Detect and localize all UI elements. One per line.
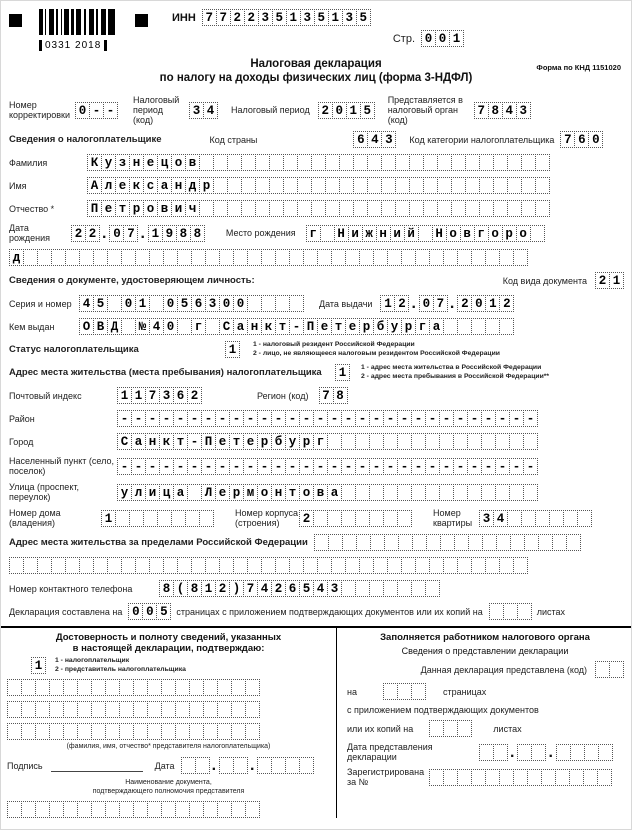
phone-label: Номер контактного телефона <box>9 583 133 594</box>
tax-period-label: Налоговый период <box>231 105 310 115</box>
foreign-address-cells-1[interactable] <box>314 534 580 551</box>
form-title-block <box>1 57 631 85</box>
doc-type-code-cells[interactable]: 2 1 <box>595 272 623 289</box>
city-cells[interactable]: С а н к т - П е т е р б у р г <box>117 433 537 450</box>
postal-index-label: Почтовый индекс <box>9 390 82 401</box>
doc-issue-date-cells[interactable]: 1 2 . 0 7 . 2 0 1 2 <box>380 295 513 312</box>
address-selector-cells[interactable]: 1 <box>335 364 349 381</box>
representative-name-cells-2[interactable] <box>7 701 259 718</box>
confirmation-note-2: 2 - представитель налогоплательщика <box>55 665 186 673</box>
official-pages-suffix: страницах <box>442 686 487 697</box>
authority-doc-caption-line2: подтверждающего полномочия представителя <box>92 788 245 795</box>
inn-cells[interactable]: 7 7 2 2 3 5 1 3 5 1 3 5 <box>202 9 370 26</box>
doc-series-label: Серия и номер <box>9 298 72 309</box>
doc-issued-by-row <box>1 318 631 335</box>
apartment-number-label: Номер квартиры <box>433 508 473 528</box>
representative-name-caption: (фамилия, имя, отчество* представителя налогоплательщика) <box>66 743 271 750</box>
foreign-address-row <box>1 534 631 551</box>
district-row <box>1 410 631 427</box>
street-row <box>1 482 631 502</box>
doc-issued-by-label: Кем выдан <box>9 321 55 332</box>
form-title-line2: по налогу на доходы физических лиц (форма 3-НДФЛ) <box>159 72 473 84</box>
submission-date-label-line2: декларации <box>347 752 397 762</box>
top-bar <box>1 1 631 53</box>
settlement-cells[interactable]: - - - - - - - - - - - - - - - - - - - - - - - - - - - - - - <box>117 458 537 475</box>
official-attachments-text: с приложением подтверждающих документов <box>347 705 539 715</box>
doc-series-row <box>1 295 631 312</box>
address-selector-label: Адрес места жительства (места пребывания) налогоплательщика <box>9 367 322 378</box>
authority-doc-cells[interactable] <box>7 801 259 818</box>
inn-block <box>172 9 623 47</box>
confirmation-title-line1: Достоверность и полноту сведений, указанных <box>55 632 282 643</box>
patronymic-field <box>1 200 631 217</box>
page-number-label: Стр. <box>392 32 415 45</box>
pages-label-2: страницах с приложением подтверждающих документов или их копий на <box>176 606 483 617</box>
signature-label: Подпись <box>7 760 43 771</box>
settlement-row <box>1 456 631 476</box>
pages-label-1: Декларация составлена на <box>9 606 123 617</box>
official-subtitle: Сведения о представлении декларации <box>401 646 569 656</box>
city-row <box>1 433 631 450</box>
knd-form-code: Форма по КНД 1151020 <box>536 63 621 72</box>
page-number-cells[interactable]: 0 0 1 <box>421 30 463 47</box>
declaration-submitted-cells[interactable] <box>595 661 623 678</box>
signature-date-label: Дата <box>154 760 175 771</box>
region-code-label: Регион (код) <box>257 390 309 401</box>
country-code-cells[interactable]: 6 4 3 <box>353 131 395 148</box>
registration-number-cells[interactable] <box>429 769 611 786</box>
country-code-label: Код страны <box>209 134 258 145</box>
foreign-address-continuation-row <box>1 557 631 574</box>
confirmation-code-cells[interactable]: 1 <box>31 657 45 674</box>
barcode-bars-image <box>39 9 115 35</box>
submission-date-cells[interactable]: . . <box>479 744 612 761</box>
tax-authority-cells[interactable]: 7 8 4 3 <box>474 102 530 119</box>
registered-label-line1: Зарегистрирована <box>347 767 425 777</box>
taxpayer-category-label: Код категории налогоплательщика <box>409 134 555 145</box>
submission-date-label-line1: Дата представления <box>347 742 433 752</box>
doc-issued-by-cells[interactable]: О В Д № 4 0 г С а н к т - П е т е р б у р г а <box>79 318 513 335</box>
postal-region-row <box>1 387 631 404</box>
address-note-1: 1 - адрес места жительства в Российской Федерации <box>361 364 542 371</box>
surname-field <box>1 154 631 171</box>
declaration-submitted-label: Данная декларация представлена (код) <box>420 664 587 675</box>
house-row <box>1 508 631 528</box>
settlement-label: Населенный пункт (село, поселок) <box>9 456 114 476</box>
birthplace-cells[interactable]: г Н и ж н и й Н о в г о р о <box>306 225 544 242</box>
correction-number-label: Номер корректировки <box>9 100 71 120</box>
doc-series-cells[interactable]: 4 5 0 1 0 5 6 3 0 0 <box>79 295 303 312</box>
pages-count-cells[interactable]: 0 0 5 <box>128 603 170 620</box>
apartment-number-cells[interactable]: 3 4 <box>479 510 591 527</box>
registration-mark-left <box>9 14 22 27</box>
official-copies-cells[interactable] <box>429 720 471 737</box>
inn-label: ИНН <box>172 11 196 24</box>
firstname-field <box>1 177 631 194</box>
taxpayer-status-label: Статус налогоплательщика <box>9 344 139 355</box>
official-pages-cells[interactable] <box>383 683 425 700</box>
registered-label-line2: за № <box>347 777 369 787</box>
tax-authority-label: Представляется в налоговый орган (код) <box>387 95 463 125</box>
official-on-label: на <box>347 686 357 697</box>
street-label: Улица (проспект, переулок) <box>9 482 79 502</box>
correction-number-cells[interactable]: 0 - - <box>75 102 117 119</box>
official-use-column <box>337 628 631 818</box>
taxpayer-section-title: Сведения о налогоплательщике <box>9 133 162 145</box>
birthplace-continuation-cells[interactable]: д <box>9 249 527 266</box>
official-copies-suffix: листах <box>493 723 522 734</box>
address-note-2: 2 - адрес места пребывания в Российской Федерации** <box>361 372 550 380</box>
representative-name-cells-1[interactable] <box>7 679 259 696</box>
identity-doc-section-title: Сведения о документе, удостоверяющем личность: <box>9 274 255 286</box>
official-copies-label: или их копий на <box>347 723 414 734</box>
house-number-label: Номер дома (владения) <box>9 508 61 528</box>
doc-issue-date-label: Дата выдачи <box>319 298 373 309</box>
phone-cells[interactable]: 8 ( 8 1 2 ) 7 4 2 6 5 4 3 <box>159 580 439 597</box>
pages-count-row <box>1 603 631 620</box>
barcode <box>39 9 115 53</box>
district-label: Район <box>9 413 35 424</box>
confirmation-note-1: 1 - налогоплательщик <box>55 657 130 664</box>
representative-name-cells-3[interactable] <box>7 723 259 740</box>
pages-label-3: листах <box>536 606 566 617</box>
taxpayer-status-row <box>1 341 631 358</box>
row-taxpayer-section <box>1 131 631 148</box>
patronymic-label: Отчество * <box>9 203 55 214</box>
official-title: Заполняется работником налогового органа <box>380 632 590 643</box>
birth-row <box>1 223 631 243</box>
firstname-label: Имя <box>9 180 27 191</box>
phone-row <box>1 580 631 597</box>
signature-line[interactable] <box>51 760 143 772</box>
birthplace-label: Место рождения <box>225 228 296 238</box>
tax-period-code-cells[interactable]: 3 4 <box>189 102 217 119</box>
birthdate-label: Дата рождения <box>9 223 51 243</box>
confirmation-title-line2: в настоящей декларации, подтверждаю: <box>72 643 265 654</box>
street-cells[interactable]: у л и ц а Л е р м о н т о в а <box>117 484 537 501</box>
patronymic-cells[interactable]: П е т р о в и ч <box>87 200 549 217</box>
house-number-cells[interactable]: 1 <box>101 510 213 527</box>
district-cells[interactable]: - - - - - - - - - - - - - - - - - - - - - - - - - - - - - - <box>117 410 537 427</box>
foreign-address-cells-2[interactable] <box>9 557 527 574</box>
status-note-1: 1 - налоговый резидент Российской Федерации <box>253 341 415 348</box>
form-title-line1: Налоговая декларация <box>250 58 382 70</box>
foreign-address-label: Адрес места жительства за пределами Российской Федерации <box>9 536 308 548</box>
taxpayer-status-cells[interactable]: 1 <box>225 341 239 358</box>
confirmation-column <box>1 628 337 818</box>
address-selector-row <box>1 364 631 381</box>
taxpayer-category-cells[interactable]: 7 6 0 <box>560 131 602 148</box>
row-correction-period <box>1 95 631 125</box>
building-number-cells[interactable]: 2 <box>299 510 411 527</box>
birthdate-cells[interactable]: 2 2 . 0 7 . 1 9 8 8 <box>71 225 204 242</box>
barcode-text: 0331 2018 <box>39 40 107 51</box>
tax-period-code-label: Налоговый период (код) <box>133 95 180 125</box>
signature-section <box>1 628 631 818</box>
firstname-cells[interactable]: А л е к с а н д р <box>87 177 549 194</box>
authority-doc-caption-line1: Наименование документа, <box>125 779 212 786</box>
birthplace-continuation-row <box>1 249 631 266</box>
region-code-cells[interactable]: 7 8 <box>319 387 347 404</box>
attachments-count-cells[interactable] <box>489 603 531 620</box>
doc-type-code-label: Код вида документа <box>502 275 587 286</box>
surname-cells[interactable]: К у з н е ц о в <box>87 154 549 171</box>
building-number-label: Номер корпуса (строения) <box>235 508 299 528</box>
registration-mark-right <box>135 14 148 27</box>
identity-doc-section <box>1 272 631 289</box>
city-label: Город <box>9 436 34 447</box>
tax-period-cells[interactable]: 2 0 1 5 <box>318 102 374 119</box>
signature-date-cells[interactable]: . . <box>181 757 314 774</box>
surname-label: Фамилия <box>9 157 48 168</box>
status-note-2: 2 - лицо, не являющееся налоговым резидентом Российской Федерации <box>253 349 500 357</box>
postal-index-cells[interactable]: 1 1 7 3 6 2 <box>117 387 201 404</box>
